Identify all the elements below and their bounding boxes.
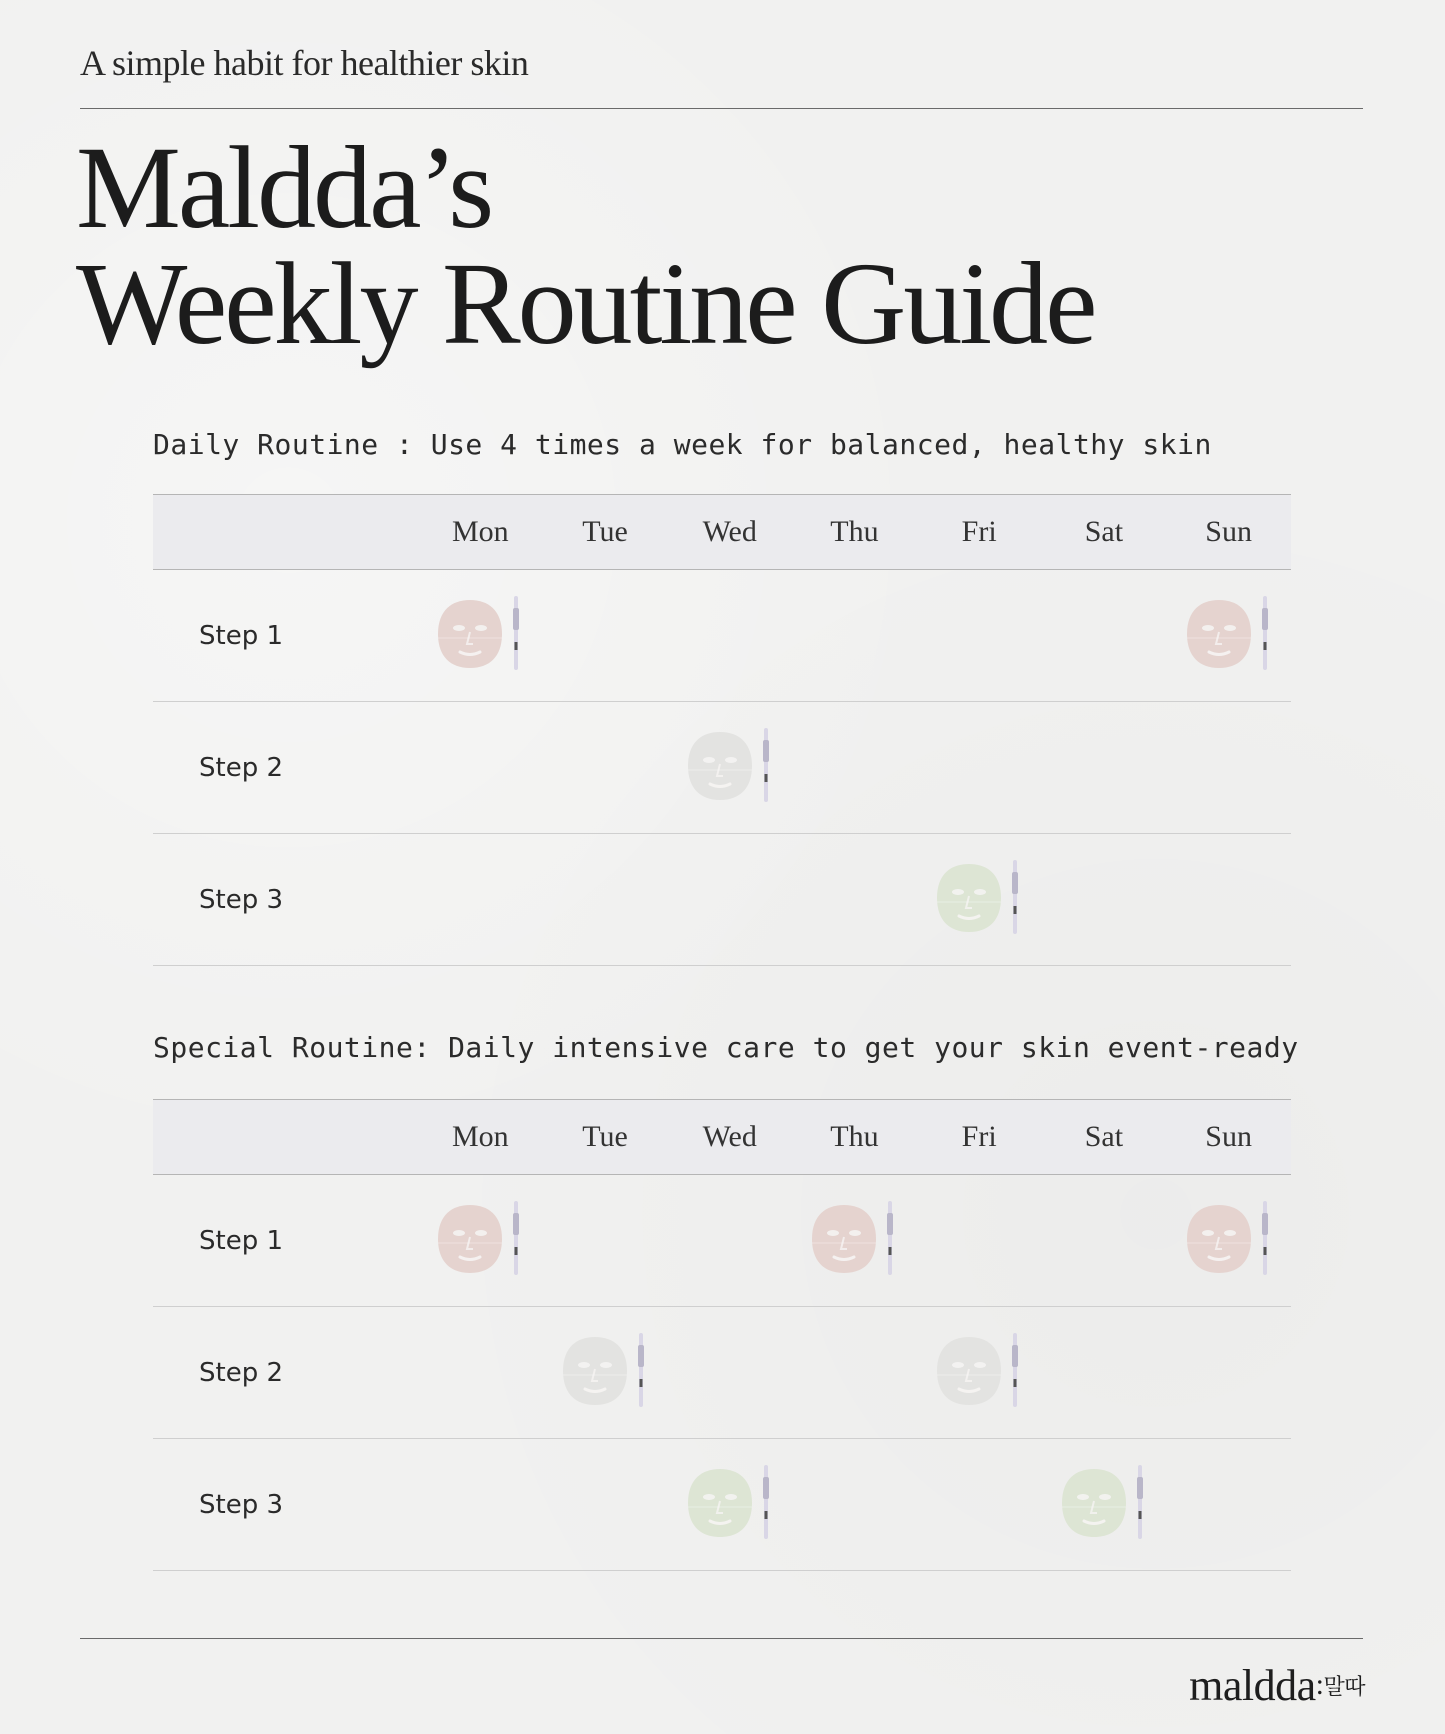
daily-routine-table <box>153 494 1291 966</box>
tagline: A simple habit for healthier skin <box>80 43 529 83</box>
daily-cell-tue <box>543 834 668 966</box>
daily-cell-tue <box>543 702 668 834</box>
brand-name: maldda <box>1189 1661 1316 1710</box>
special-day-header-fri: Fri <box>917 1100 1042 1175</box>
daily-day-header-thu: Thu <box>792 495 917 570</box>
table-row <box>153 1307 1291 1439</box>
daily-cell-fri <box>917 570 1042 702</box>
daily-day-header-tue: Tue <box>543 495 668 570</box>
brand-korean-name: 말따 <box>1323 1675 1365 1700</box>
special-cell-tue <box>543 1307 668 1439</box>
special-day-header-thu: Thu <box>792 1100 917 1175</box>
special-cell-fri <box>917 1439 1042 1571</box>
daily-cell-thu <box>792 834 917 966</box>
table-row <box>153 834 1291 966</box>
special-cell-sun <box>1166 1175 1291 1307</box>
daily-day-header-sat: Sat <box>1042 495 1167 570</box>
special-routine-table <box>153 1099 1291 1571</box>
daily-step-label: Step 2 <box>153 702 418 834</box>
special-cell-thu <box>792 1307 917 1439</box>
daily-day-header-mon: Mon <box>418 495 543 570</box>
daily-routine-heading: Daily Routine : Use 4 times a week for balanced, healthy skin <box>153 428 1212 461</box>
daily-step-label: Step 1 <box>153 570 418 702</box>
sheet-mask-icon <box>1054 1465 1154 1541</box>
daily-cell-fri <box>917 834 1042 966</box>
page-title <box>76 122 1095 369</box>
daily-day-header-fri: Fri <box>917 495 1042 570</box>
special-day-header-mon: Mon <box>418 1100 543 1175</box>
title-line-1: Maldda’s <box>76 122 492 253</box>
special-cell-wed <box>667 1307 792 1439</box>
daily-day-header-wed: Wed <box>667 495 792 570</box>
daily-cell-mon <box>418 570 543 702</box>
daily-cell-sat <box>1042 570 1167 702</box>
special-cell-tue <box>543 1175 668 1307</box>
special-step-label: Step 2 <box>153 1307 418 1439</box>
brand-logo <box>1189 1660 1365 1711</box>
special-cell-sat <box>1042 1307 1167 1439</box>
daily-cell-sun <box>1166 702 1291 834</box>
sheet-mask-icon <box>1179 596 1279 672</box>
daily-header-blank <box>153 495 418 570</box>
special-cell-thu <box>792 1439 917 1571</box>
special-cell-sat <box>1042 1175 1167 1307</box>
top-divider <box>80 108 1363 109</box>
sheet-mask-icon <box>430 596 530 672</box>
special-cell-tue <box>543 1439 668 1571</box>
daily-cell-sun <box>1166 570 1291 702</box>
special-cell-sun <box>1166 1439 1291 1571</box>
special-cell-wed <box>667 1175 792 1307</box>
sheet-mask-icon <box>1179 1201 1279 1277</box>
daily-cell-wed <box>667 570 792 702</box>
special-day-header-tue: Tue <box>543 1100 668 1175</box>
special-header-blank <box>153 1100 418 1175</box>
special-cell-sat <box>1042 1439 1167 1571</box>
special-cell-thu <box>792 1175 917 1307</box>
sheet-mask-icon <box>555 1333 655 1409</box>
daily-cell-sun <box>1166 834 1291 966</box>
sheet-mask-icon <box>680 1465 780 1541</box>
daily-cell-sat <box>1042 702 1167 834</box>
daily-cell-mon <box>418 834 543 966</box>
daily-cell-wed <box>667 834 792 966</box>
daily-cell-tue <box>543 570 668 702</box>
special-cell-wed <box>667 1439 792 1571</box>
daily-step-label: Step 3 <box>153 834 418 966</box>
special-cell-sun <box>1166 1307 1291 1439</box>
brand-separator: : <box>1315 1668 1324 1701</box>
special-step-label: Step 3 <box>153 1439 418 1571</box>
table-row <box>153 1175 1291 1307</box>
special-day-header-wed: Wed <box>667 1100 792 1175</box>
sheet-mask-icon <box>804 1201 904 1277</box>
special-step-label: Step 1 <box>153 1175 418 1307</box>
special-cell-mon <box>418 1439 543 1571</box>
daily-cell-mon <box>418 702 543 834</box>
special-cell-fri <box>917 1175 1042 1307</box>
special-header-row <box>153 1100 1291 1175</box>
special-day-header-sat: Sat <box>1042 1100 1167 1175</box>
sheet-mask-icon <box>929 1333 1029 1409</box>
bottom-divider <box>80 1638 1363 1639</box>
daily-cell-thu <box>792 702 917 834</box>
daily-cell-sat <box>1042 834 1167 966</box>
sheet-mask-icon <box>680 728 780 804</box>
table-row <box>153 570 1291 702</box>
table-row <box>153 702 1291 834</box>
daily-cell-wed <box>667 702 792 834</box>
special-day-header-sun: Sun <box>1166 1100 1291 1175</box>
sheet-mask-icon <box>430 1201 530 1277</box>
title-line-2: Weekly Routine Guide <box>76 238 1095 369</box>
daily-day-header-sun: Sun <box>1166 495 1291 570</box>
sheet-mask-icon <box>929 860 1029 936</box>
special-cell-mon <box>418 1307 543 1439</box>
daily-cell-fri <box>917 702 1042 834</box>
special-cell-fri <box>917 1307 1042 1439</box>
daily-header-row <box>153 495 1291 570</box>
daily-cell-thu <box>792 570 917 702</box>
table-row <box>153 1439 1291 1571</box>
special-cell-mon <box>418 1175 543 1307</box>
special-routine-heading: Special Routine: Daily intensive care to get your skin event-ready <box>153 1031 1299 1064</box>
